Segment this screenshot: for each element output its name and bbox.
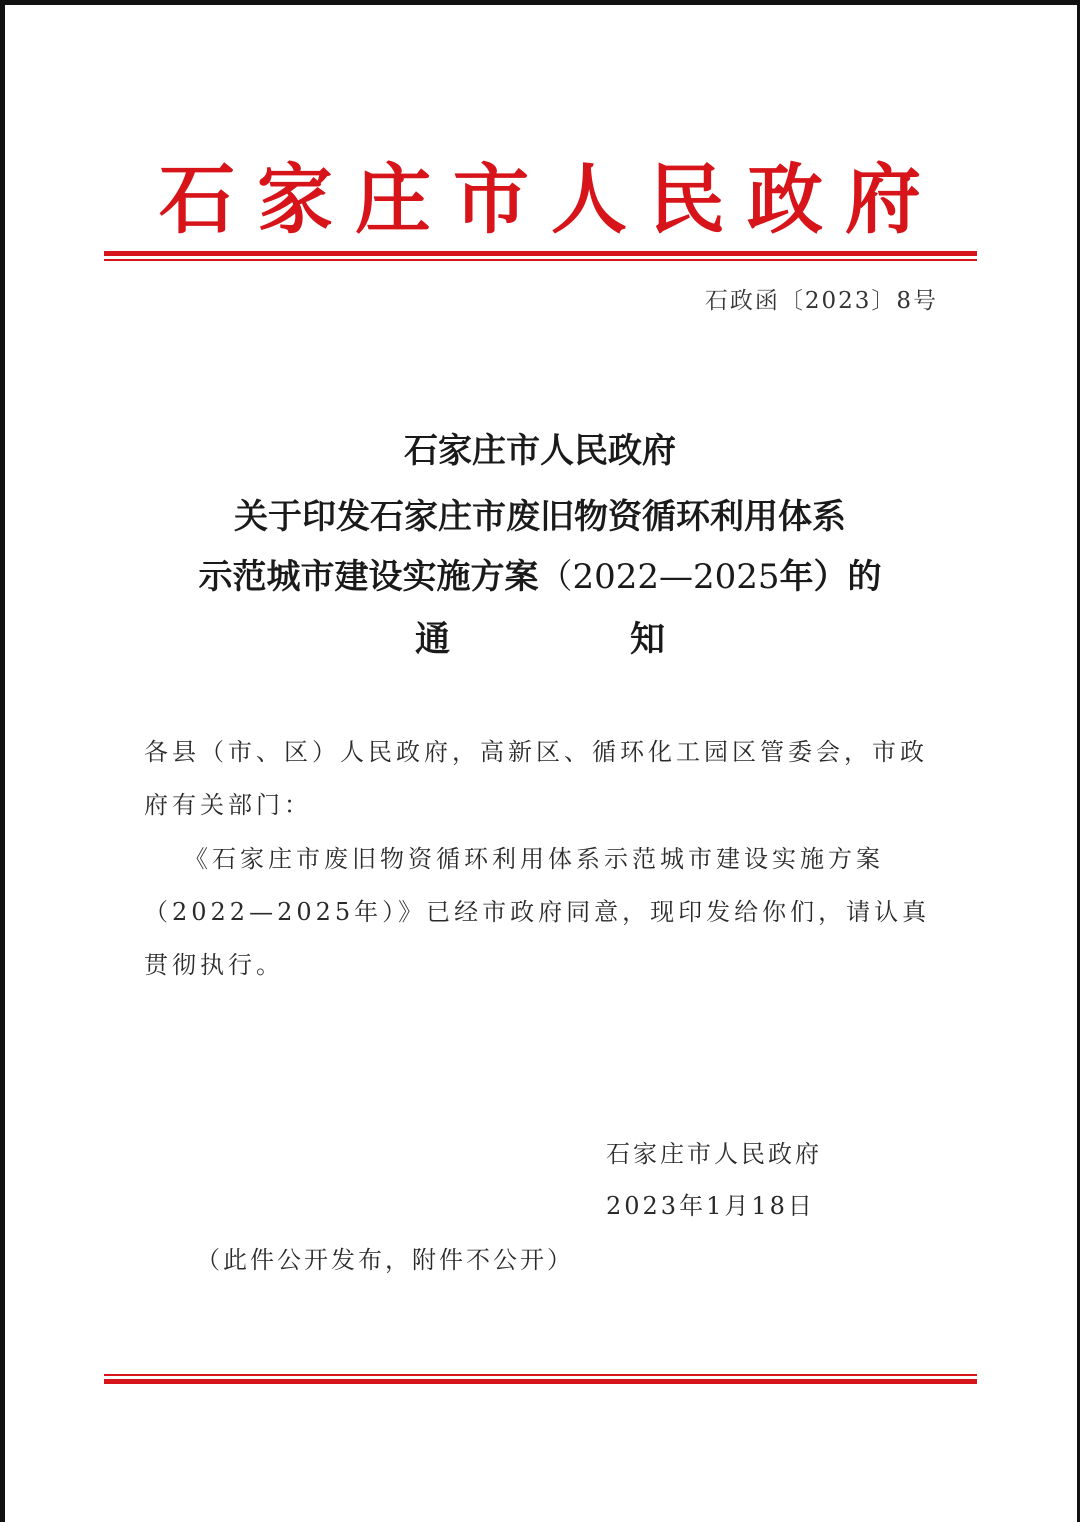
page-border-top bbox=[0, 0, 1080, 5]
masthead-title: 石家庄市人民政府 bbox=[159, 155, 943, 244]
masthead-rule-thick bbox=[104, 251, 977, 256]
signature-date: 2023年1月18日 bbox=[606, 1192, 815, 1220]
publication-note: （此件公开发布，附件不公开） bbox=[196, 1246, 574, 1274]
heading-line-3-main: 示范城市建设实施方案 bbox=[198, 557, 539, 597]
heading-line-1: 石家庄市人民政府 bbox=[404, 431, 676, 471]
addressee-paragraph: 各县（市、区）人民政府，高新区、循环化工园区管委会，市政府有关部门： bbox=[144, 738, 928, 819]
heading-line-2: 关于印发石家庄市废旧物资循环利用体系 bbox=[234, 497, 846, 537]
heading-line-4: 通知 bbox=[414, 619, 845, 660]
document-number: 石政函〔2023〕8号 bbox=[704, 288, 938, 314]
heading-line-3-end: 的 bbox=[847, 557, 882, 597]
masthead-rule-thin bbox=[104, 259, 977, 261]
heading-line-3-year-char: 年） bbox=[779, 557, 848, 597]
footer-rule-thin bbox=[104, 1374, 977, 1376]
heading-line-3-years: （2022—2025 bbox=[538, 557, 780, 597]
signature-organization: 石家庄市人民政府 bbox=[606, 1140, 822, 1168]
body-paragraph: 《石家庄市废旧物资循环利用体系示范城市建设实施方案（2022—2025年）》已经市政府同意，现印发给你们，请认真贯彻执行。 bbox=[144, 845, 931, 979]
page-border-left bbox=[0, 0, 5, 1522]
heading-line-3 bbox=[100, 554, 980, 600]
footer-rule-thick bbox=[104, 1379, 977, 1384]
